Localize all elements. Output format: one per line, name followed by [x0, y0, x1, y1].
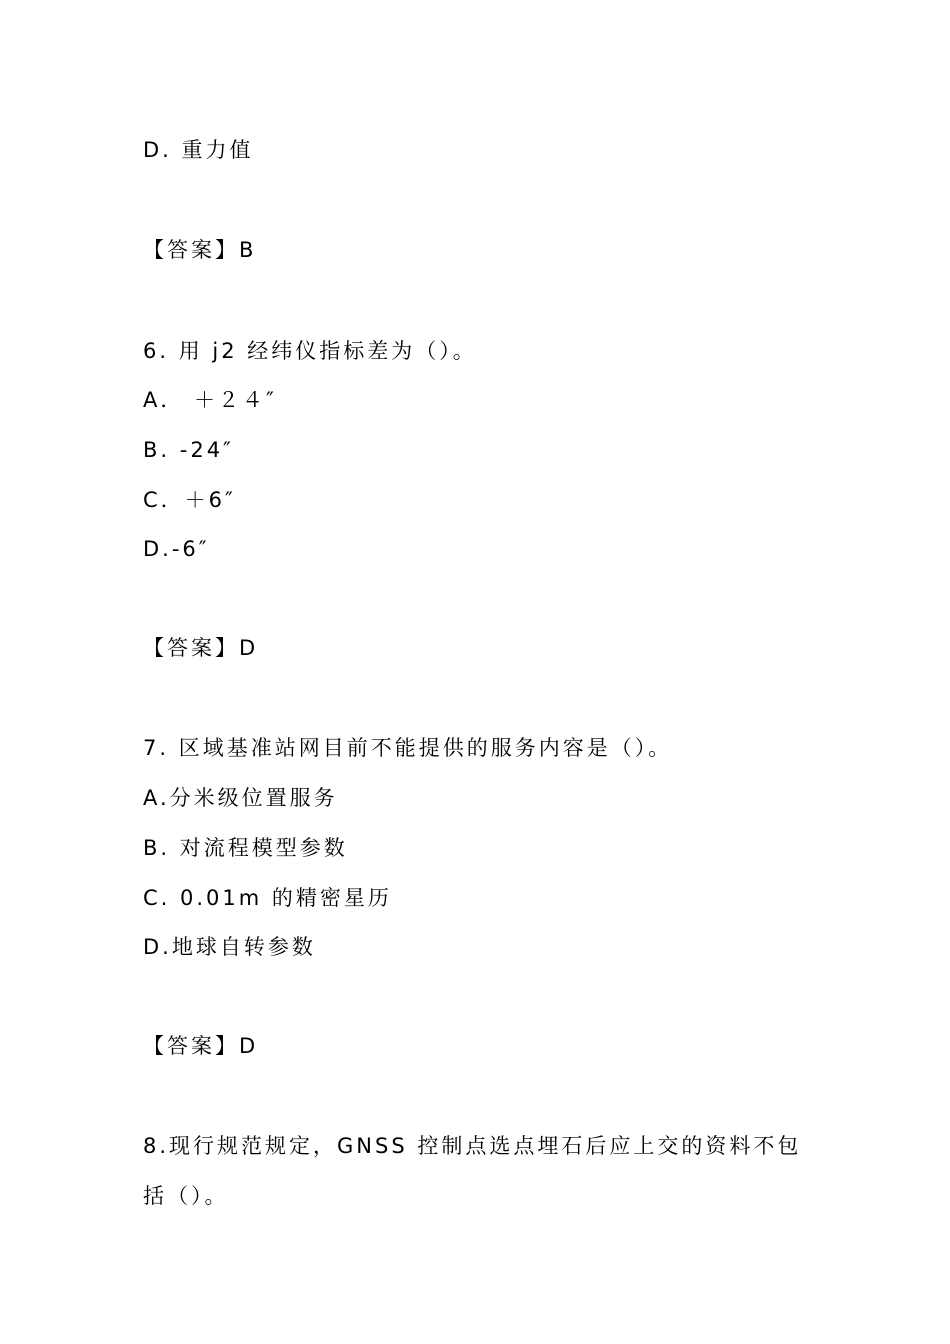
question-6: 6. 用 j2 经纬仪指标差为（）。	[143, 339, 477, 363]
option-d-q6: D.-6″	[143, 537, 210, 561]
answer-q7: 【答案】D	[143, 1034, 259, 1058]
question-7: 7. 区域基准站网目前不能提供的服务内容是（）。	[143, 736, 673, 760]
question-8-line-2: 括（）。	[143, 1184, 229, 1208]
answer-q6: 【答案】D	[143, 636, 259, 660]
answer-q5: 【答案】B	[143, 238, 257, 262]
option-c-q7: C. 0.01m 的精密星历	[143, 886, 392, 910]
option-b-q6: B. -24″	[143, 438, 234, 462]
option-b-q7: B. 对流程模型参数	[143, 836, 348, 860]
option-d-q5: D. 重力值	[143, 138, 254, 162]
question-8-line-1: 8.现行规范规定，GNSS 控制点选点埋石后应上交的资料不包	[143, 1134, 802, 1158]
option-d-q7: D.地球自转参数	[143, 935, 316, 959]
option-a-q7: A.分米级位置服务	[143, 786, 338, 810]
option-a-q6: A． ＋２４″	[143, 388, 277, 412]
option-c-q6: C．＋6″	[143, 488, 236, 512]
